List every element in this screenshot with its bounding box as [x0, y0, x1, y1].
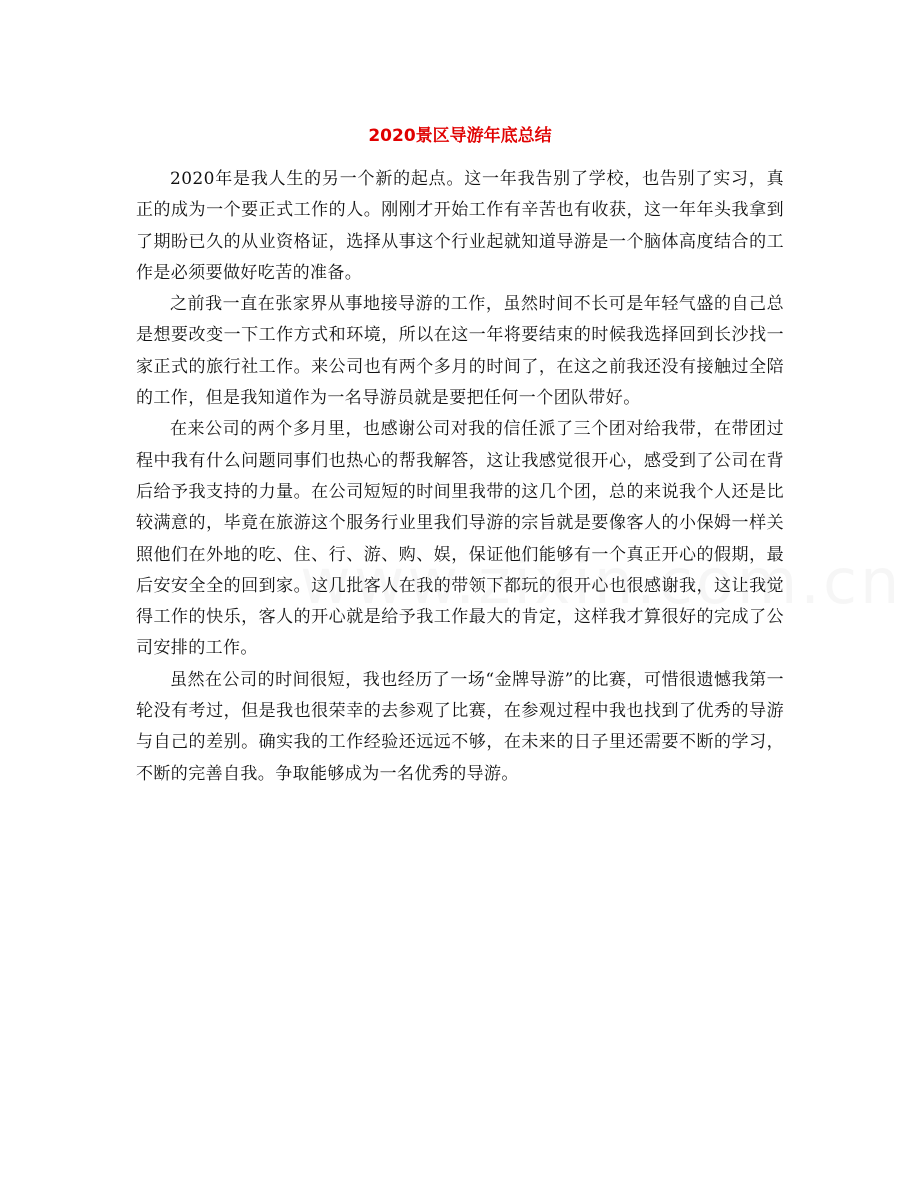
- paragraph-2: 之前我一直在张家界从事地接导游的工作，虽然时间不长可是年轻气盛的自己总是想要改变一下工作方式和环境，所以在这一年将要结束的时候我选择回到长沙找一家正式的旅行社工作。来公司也有两个多月的时间了，在这之前我还没有接触过全陪的工作，但是我知道作为一名导游员就是要把任何一个团队带好。: [136, 294, 784, 409]
- paragraph-1: 2020年是我人生的另一个新的起点。这一年我告别了学校，也告别了实习，真正的成为一个要正式工作的人。刚刚才开始工作有辛苦也有收获，这一年年头我拿到了期盼已久的从业资格证，选择从事这个行业起就知道导游是一个脑体高度结合的工作是必须要做好吃苦的准备。: [136, 169, 784, 283]
- document-body: [136, 164, 784, 790]
- document-title: 2020景区导游年底总结: [368, 126, 552, 146]
- paragraph-3: 在来公司的两个多月里，也感谢公司对我的信任派了三个团对给我带，在带团过程中我有什么问题同事们也热心的帮我解答，这让我感觉很开心，感受到了公司在背后给予我支持的力量。在公司短短的时间里我带的这几个团，总的来说我个人还是比较满意的，毕竟在旅游这个服务行业里我们导游的宗旨就是要像客人的小保姆一样关照他们在外地的吃、住、行、游、购、娱，保证他们能够有一个真正开心的假期，最后安安全全的回到家。这几批客人在我的带领下都玩的很开心也很感谢我，这让我觉得工作的快乐，客人的开心就是给予我工作最大的肯定，这样我才算很好的完成了公司安排的工作。: [136, 419, 784, 659]
- paragraph-4: 虽然在公司的时间很短，我也经历了一场“金牌导游”的比赛，可惜很遗憾我第一轮没有考过，但是我也很荣幸的去参观了比赛，在参观过程中我也找到了优秀的导游与自己的差别。确实我的工作经验还远远不够，在未来的日子里还需要不断的学习，不断的完善自我。争取能够成为一名优秀的导游。: [136, 669, 784, 784]
